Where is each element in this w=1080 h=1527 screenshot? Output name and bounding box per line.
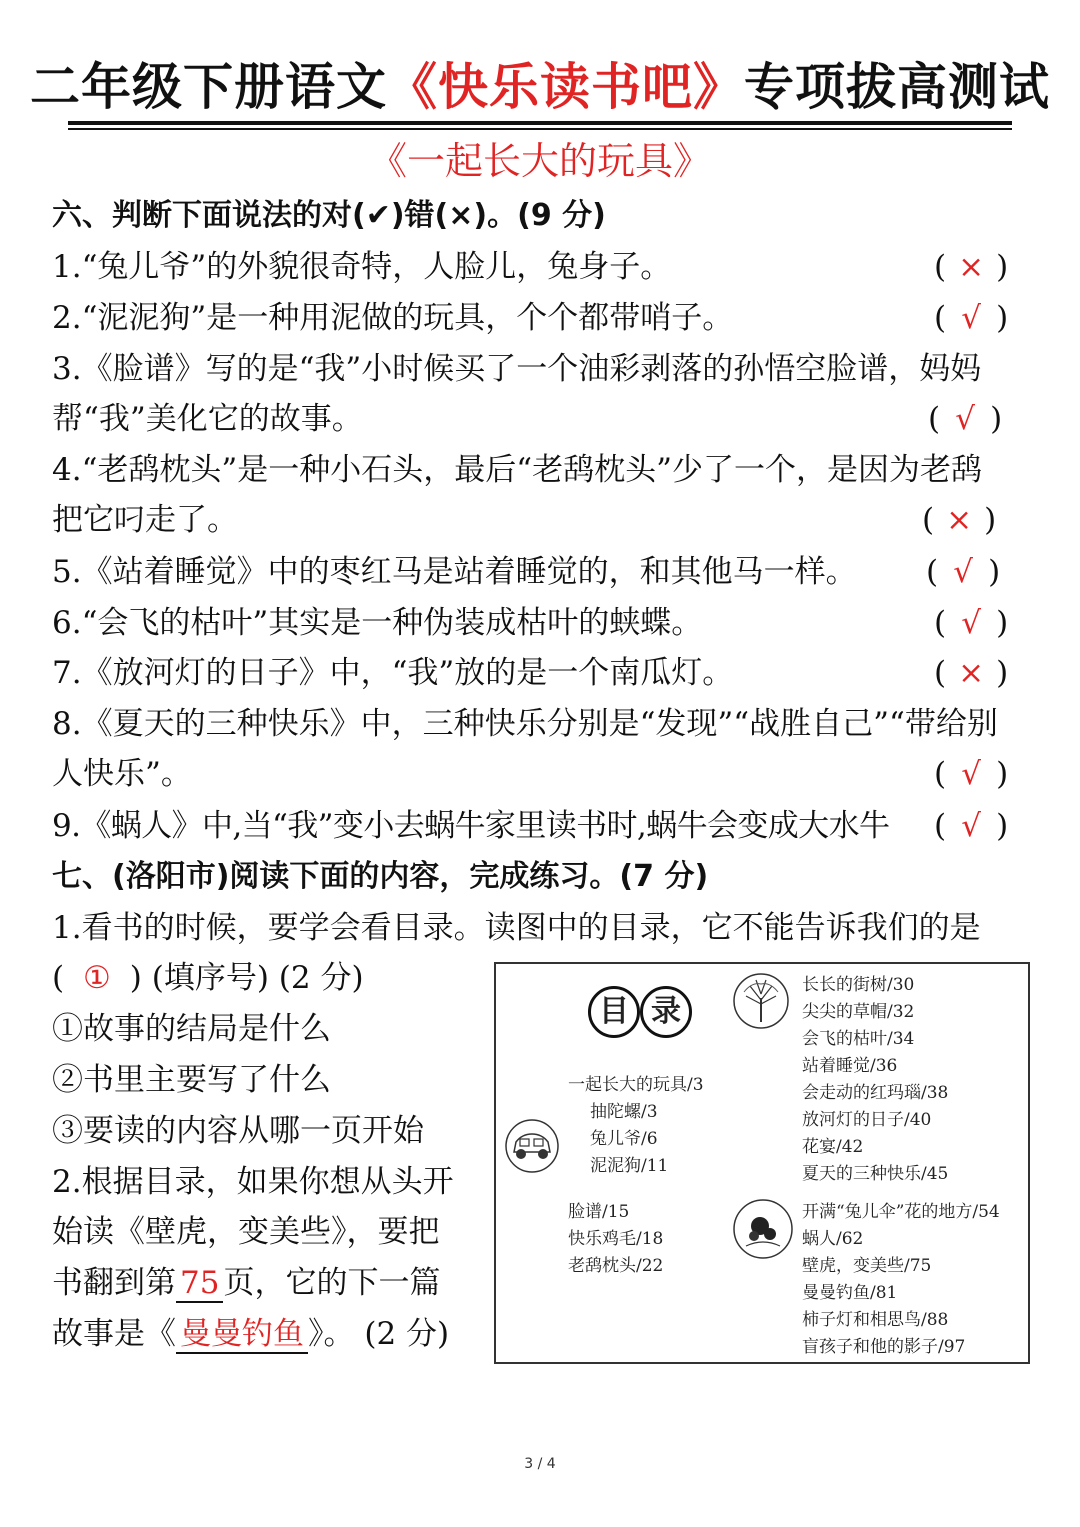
s7-option-3: ③要读的内容从哪一页开始 <box>52 1113 424 1149</box>
toc-entry: 蜗人/62 <box>802 1229 864 1249</box>
q6-answer-mark: √ <box>961 605 981 641</box>
s7-q2-story-answer: 曼曼钓鱼 <box>176 1316 308 1354</box>
title-part-grade: 二年级下册语文 <box>30 58 387 116</box>
q3-text-line1: 3.《脸谱》写的是“我”小时候买了一个油彩剥落的孙悟空脸谱，妈妈 <box>52 351 982 387</box>
q5-answer-box: ( √ ) <box>926 550 1000 594</box>
s7-q2-line2: 始读《壁虎，变美些》，要把 <box>52 1214 440 1250</box>
q7-answer-mark: × <box>958 655 985 691</box>
toc-entry: 一起长大的玩具/3 <box>568 1075 704 1095</box>
toc-figure <box>494 962 1030 1364</box>
title-part-test: 专项拔高测试 <box>744 58 1050 116</box>
section6-heading: 六、判断下面说法的对(✔)错(×)。(9 分) <box>52 198 606 233</box>
s7-q2-line3-post: 页，它的下一篇 <box>223 1265 441 1301</box>
q5-text: 5.《站着睡觉》中的枣红马是站着睡觉的，和其他马一样。 <box>52 554 857 590</box>
toc-entry: 柿子灯和相思鸟/88 <box>802 1310 949 1330</box>
page-number: 3 / 4 <box>524 1456 556 1472</box>
q6-answer-box: ( √ ) <box>934 601 1008 645</box>
toc-heading-char-2: 录 <box>640 986 692 1038</box>
title-underline-thin <box>68 128 1012 130</box>
title-underline-thick <box>68 121 1012 125</box>
s7-q1-line1: 1.看书的时候，要学会看目录。读图中的目录，它不能告诉我们的是 <box>52 910 981 946</box>
toc-entry: 泥泥狗/11 <box>590 1156 669 1176</box>
toc-heading <box>588 986 700 1042</box>
toc-entry: 放河灯的日子/40 <box>802 1110 932 1130</box>
q9-answer-mark: √ <box>961 808 981 844</box>
toc-entry: 开满“兔儿伞”花的地方/54 <box>802 1202 1000 1222</box>
toc-entry: 盲孩子和他的影子/97 <box>802 1337 966 1357</box>
q8-answer-mark: √ <box>961 756 981 792</box>
toc-entry: 花宴/42 <box>802 1137 864 1157</box>
q1-answer-box: ( × ) <box>934 245 1008 289</box>
s7-q2-line3-pre: 书翻到第 <box>52 1265 176 1301</box>
q1-text: 1.“兔儿爷”的外貌很奇特，人脸儿，兔身子。 <box>52 249 672 285</box>
title-part-book: 《快乐读书吧》 <box>387 58 744 116</box>
toc-entry: 站着睡觉/36 <box>802 1056 898 1076</box>
toc-entry: 兔儿爷/6 <box>590 1129 658 1149</box>
toc-heading-char-1: 目 <box>588 986 640 1038</box>
toc-entry: 快乐鸡毛/18 <box>568 1229 664 1249</box>
toc-entry: 长长的街树/30 <box>802 975 915 995</box>
toc-entry: 壁虎，变美些/75 <box>802 1256 932 1276</box>
toc-entry: 脸谱/15 <box>568 1202 630 1222</box>
s7-q1-suffix: (填序号) (2 分) <box>151 960 364 996</box>
tree-illustration-icon <box>732 972 790 1030</box>
q9-text: 9.《蜗人》中,当“我”变小去蜗牛家里读书时,蜗牛会变成大水牛 <box>52 808 890 844</box>
toc-entry: 曼曼钓鱼/81 <box>802 1283 898 1303</box>
s7-q2-page-answer: 75 <box>176 1265 223 1303</box>
s7-option-2: ②书里主要写了什么 <box>52 1062 331 1098</box>
s7-option-1: ①故事的结局是什么 <box>52 1011 331 1047</box>
q3-answer-mark: √ <box>955 401 975 437</box>
toc-entry: 抽陀螺/3 <box>590 1102 658 1122</box>
q8-answer-box: ( √ ) <box>934 752 1008 796</box>
q3-text-line2: 帮“我”美化它的故事。 <box>52 401 363 437</box>
q1-answer-mark: × <box>958 249 985 285</box>
flower-illustration-icon <box>732 1198 794 1260</box>
page-subtitle: 《一起长大的玩具》 <box>368 139 711 183</box>
q8-text-line1: 8.《夏天的三种快乐》中，三种快乐分别是“发现”“战胜自己”“带给别 <box>52 706 998 742</box>
q8-text-line2: 人快乐”。 <box>52 756 192 792</box>
s7-q2-line4-post: 》。 (2 分) <box>308 1316 450 1352</box>
q6-text: 6.“会飞的枯叶”其实是一种伪装成枯叶的蛱蝶。 <box>52 605 703 641</box>
q7-text: 7.《放河灯的日子》中，“我”放的是一个南瓜灯。 <box>52 655 734 691</box>
page-title <box>0 52 1080 122</box>
toc-entry: 老鸹枕头/22 <box>568 1256 664 1276</box>
section7-heading: 七、(洛阳市)阅读下面的内容，完成练习。(7 分) <box>52 859 709 894</box>
toc-entry: 夏天的三种快乐/45 <box>802 1164 949 1184</box>
toc-entry: 尖尖的草帽/32 <box>802 1002 915 1022</box>
q2-answer-box: ( √ ) <box>934 296 1008 340</box>
toc-entry: 会飞的枯叶/34 <box>802 1029 915 1049</box>
q9-answer-box: ( √ ) <box>934 804 1008 848</box>
s7-q1-answer: ① <box>83 960 111 996</box>
q5-answer-mark: √ <box>953 554 973 590</box>
s7-q2-line4 <box>52 1312 449 1356</box>
s7-q2-line1: 2.根据目录，如果你想从头开 <box>52 1164 454 1200</box>
q2-answer-mark: √ <box>961 300 981 336</box>
q4-text-line1: 4.“老鸹枕头”是一种小石头，最后“老鸹枕头”少了一个，是因为老鸹 <box>52 452 982 488</box>
q4-text-line2: 把它叼走了。 <box>52 502 238 538</box>
car-illustration-icon <box>502 1118 562 1174</box>
q3-answer-box: ( √ ) <box>928 397 1002 441</box>
q4-answer-mark: × <box>946 502 973 538</box>
s7-q2-line4-pre: 故事是《 <box>52 1316 176 1352</box>
q7-answer-box: ( × ) <box>934 651 1008 695</box>
s7-q2-line3 <box>52 1261 440 1305</box>
toc-entry: 会走动的红玛瑙/38 <box>802 1083 949 1103</box>
q2-text: 2.“泥泥狗”是一种用泥做的玩具，个个都带哨子。 <box>52 300 734 336</box>
q4-answer-box: ( × ) <box>922 498 996 542</box>
s7-q1-line2: ( ① ) (填序号) (2 分) <box>52 956 364 1000</box>
